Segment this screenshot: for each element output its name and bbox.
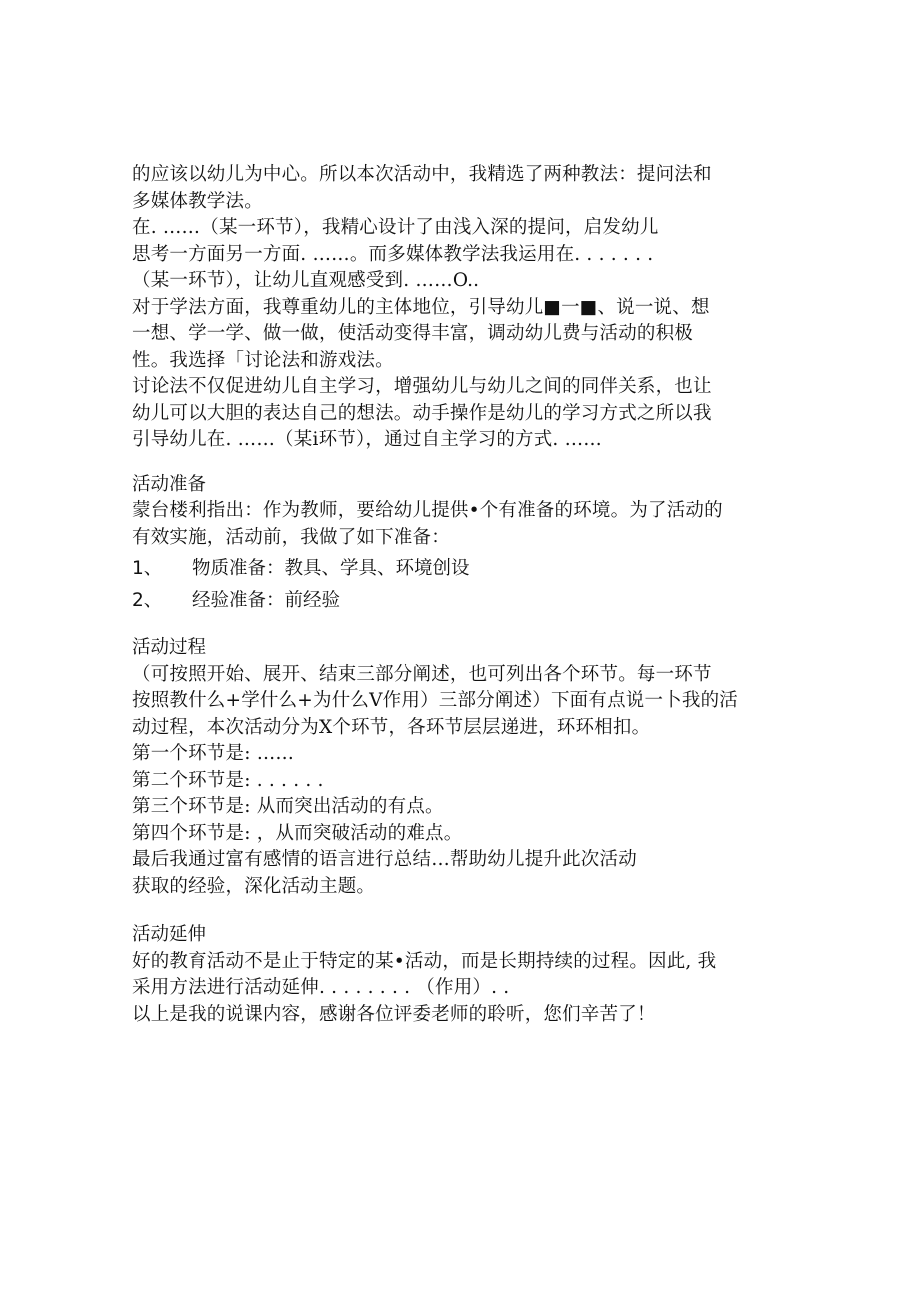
list-item-text: 物质准备：教具、学具、环境创设 xyxy=(192,558,470,579)
text-line: 在. ……（某一环节），我精心设计了由浅入深的提问，启发幼儿 xyxy=(132,217,659,238)
text-line: 最后我通过富有感情的语言进行总结…帮助幼儿提升此次活动 xyxy=(132,849,637,870)
process-section xyxy=(132,635,772,900)
document-page xyxy=(132,162,772,1028)
list-item xyxy=(132,556,772,583)
section-heading-preparation: 活动准备 xyxy=(132,473,207,495)
list-item-number: 1、 xyxy=(132,558,163,579)
list-item-text: 经验准备：前经验 xyxy=(192,589,341,611)
text-line: 以上是我的说课内容，感谢各位评委老师的聆听，您们辛苦了！ xyxy=(132,1003,656,1025)
section-heading-process: 活动过程 xyxy=(132,637,207,658)
list-item-number: 2、 xyxy=(132,589,163,611)
text-line: 引导幼儿在. ……（某i环节），通过自主学习的方式. …… xyxy=(132,429,602,450)
text-line: 第一个环节是: …… xyxy=(132,743,295,764)
section-heading-extension: 活动延伸 xyxy=(132,924,207,945)
text-line: 采用方法进行活动延伸. . . . . . . . （作用）. . xyxy=(132,977,510,998)
text-line: 幼儿可以大胆的表达自己的想法。动手操作是幼儿的学习方式之所以我 xyxy=(132,402,712,424)
text-line: 对于学法方面，我尊重幼儿的主体地位，引导幼儿■一■、说一说、想 xyxy=(132,296,710,318)
text-line: 讨论法不仅促进幼儿自主学习，增强幼儿与幼儿之间的同伴关系，也让 xyxy=(132,376,712,397)
text-line: 动过程，本次活动分为X个环节，各环节层层递进，环环相扣。 xyxy=(132,716,651,738)
text-line: 多媒体教学法。 xyxy=(132,190,263,212)
methods-paragraph xyxy=(132,162,772,454)
text-line: 第二个环节是: . . . . . . xyxy=(132,769,324,791)
text-line: 按照教什么+学什么+为什么V作用）三部分阐述）下面有点说一卜我的活 xyxy=(132,690,738,711)
text-line: 有效实施，活动前，我做了如下准备： xyxy=(132,526,450,548)
text-line: 蒙台楼利指出：作为教师，要给幼儿提供•个有准备的环境。为了活动的 xyxy=(132,500,723,521)
text-line: 一想、学一学、做一做，使活动变得丰富，调动幼儿费与活动的积极 xyxy=(132,323,694,344)
text-line: 第四个环节是: ，从而突破活动的难点。 xyxy=(132,822,463,844)
text-line: 思考一方面另一方面. ……。而多媒体教学法我运用在. . . . . . . xyxy=(132,243,654,265)
text-line: 性。我选择「讨论法和游戏法。 xyxy=(132,349,394,371)
text-line: （某一环节），让幼儿直观感受到. ……O.. xyxy=(132,270,480,291)
extension-section xyxy=(132,922,772,1028)
preparation-section xyxy=(132,472,772,615)
text-line: （可按照开始、展开、结束三部分阐述，也可列出各个环节。每一环节 xyxy=(132,663,712,685)
text-line: 好的教育活动不是止于特定的某•活动，而是长期持续的过程。因此, 我 xyxy=(132,950,717,972)
text-line: 获取的经验，深化活动主题。 xyxy=(132,875,376,897)
list-item xyxy=(132,588,772,615)
text-line: 的应该以幼儿为中心。所以本次活动中，我精选了两种教法：提问法和 xyxy=(132,164,712,185)
text-line: 第三个环节是: 从而突出活动的有点。 xyxy=(132,796,444,817)
